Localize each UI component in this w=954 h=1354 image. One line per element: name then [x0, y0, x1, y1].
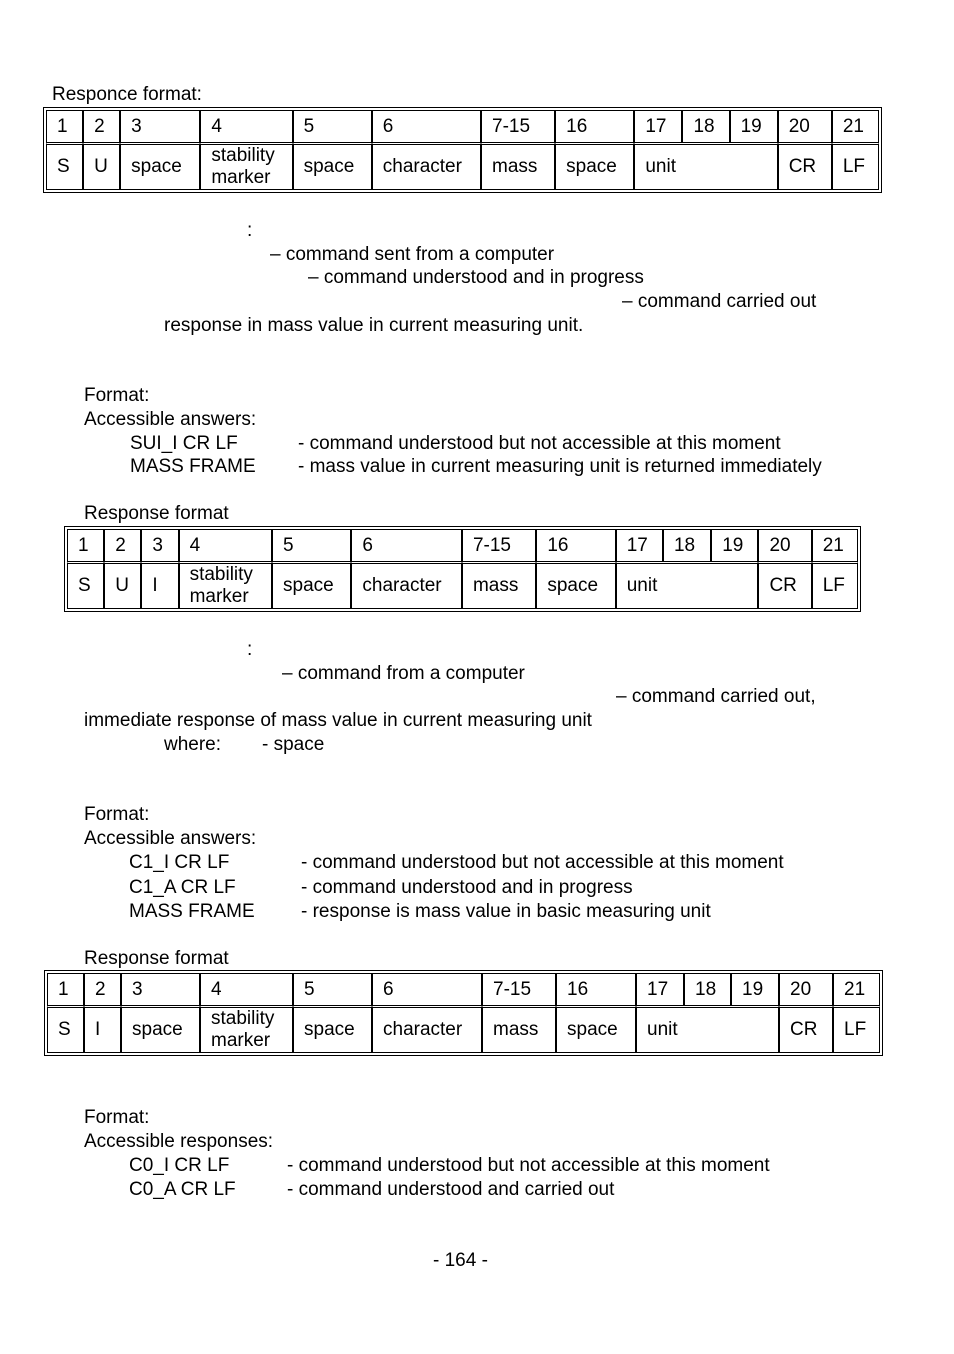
table-cell: CR: [779, 1005, 833, 1053]
table-cell: S: [46, 142, 83, 190]
format-label: Format:: [84, 385, 150, 406]
table-header-cell: 2: [83, 110, 120, 142]
table-cell: LF: [832, 142, 879, 190]
table-cell: stability marker: [179, 561, 272, 609]
table-cell: mass: [482, 1005, 556, 1053]
table-cell: space: [121, 1005, 200, 1053]
accessible-answers-label: Accessible answers:: [84, 409, 257, 430]
colon-text: :: [247, 220, 253, 241]
answer-text: - mass value in current measuring unit is returned immediately: [298, 456, 822, 477]
table-cell: space: [555, 142, 634, 190]
table-cell: unit: [636, 1005, 779, 1053]
accessible-responses-label: Accessible responses:: [84, 1131, 274, 1152]
table-cell: space: [556, 1005, 636, 1053]
response-format-table-2: [64, 526, 861, 612]
table-header-cell: 20: [779, 973, 833, 1005]
table-header-cell: 3: [141, 529, 178, 561]
response-format-table-3: [44, 970, 883, 1056]
response-format-heading: Responce format:: [52, 84, 202, 105]
table-cell: unit: [616, 561, 759, 609]
table-header-cell: 19: [730, 110, 778, 142]
colon-text: :: [247, 639, 253, 660]
table-cell: unit: [634, 142, 777, 190]
table-header-cell: 6: [372, 110, 481, 142]
response-text: - command understood but not accessible at this moment: [287, 1155, 770, 1176]
table-cell: I: [141, 561, 178, 609]
response-format-table-1: [43, 107, 882, 193]
table-cell: character: [372, 1005, 482, 1053]
table-header-cell: 6: [351, 529, 462, 561]
description-text: response in mass value in current measuring unit.: [164, 315, 584, 336]
table-header-cell: 2: [104, 529, 141, 561]
table-header-cell: 19: [711, 529, 758, 561]
accessible-answers-label: Accessible answers:: [84, 828, 257, 849]
table-cell: space: [293, 142, 372, 190]
answer-text: - command understood and in progress: [301, 877, 633, 898]
table-header-cell: 4: [179, 529, 272, 561]
table-cell: stability marker: [200, 142, 292, 190]
table-cell: I: [84, 1005, 121, 1053]
table-cell: character: [351, 561, 462, 609]
table-header-cell: 4: [200, 110, 292, 142]
table-cell: CR: [758, 561, 811, 609]
description-text: – command from a computer: [282, 663, 525, 684]
table-header-cell: 16: [556, 973, 636, 1005]
page-number: - 164 -: [433, 1250, 488, 1271]
answer-text: - response is mass value in basic measuring unit: [301, 901, 711, 922]
table-header-cell: 5: [293, 110, 372, 142]
where-label: where:: [164, 734, 222, 755]
table-cell: mass: [481, 142, 555, 190]
answer-code: SUI_I CR LF: [130, 433, 238, 454]
table-header-cell: 7-15: [482, 973, 556, 1005]
answer-text: - command understood but not accessible at this moment: [298, 433, 781, 454]
table-header-cell: 7-15: [462, 529, 536, 561]
table-header-cell: 16: [536, 529, 615, 561]
description-text: – command carried out,: [616, 686, 816, 707]
table-cell: U: [104, 561, 141, 609]
table-cell: stability marker: [200, 1005, 293, 1053]
table-header-cell: 18: [682, 110, 729, 142]
answer-code: C1_I CR LF: [129, 852, 230, 873]
table-cell: space: [293, 1005, 372, 1053]
table-header-cell: 7-15: [481, 110, 555, 142]
table-cell: space: [120, 142, 200, 190]
table-cell: mass: [462, 561, 536, 609]
table-cell: character: [372, 142, 481, 190]
table-header-cell: 5: [293, 973, 372, 1005]
table-header-cell: 3: [121, 973, 200, 1005]
table-header-cell: 5: [272, 529, 351, 561]
table-header-cell: 3: [120, 110, 200, 142]
description-text: – command carried out: [622, 291, 817, 312]
table-header-cell: 17: [636, 973, 684, 1005]
description-text: – command sent from a computer: [270, 244, 555, 265]
table-header-cell: 20: [778, 110, 832, 142]
table-cell: U: [83, 142, 120, 190]
table-header-cell: 21: [832, 110, 879, 142]
description-text: – command understood and in progress: [308, 267, 644, 288]
table-header-cell: 21: [812, 529, 858, 561]
table-header-cell: 2: [84, 973, 121, 1005]
answer-code: MASS FRAME: [129, 901, 255, 922]
table-header-cell: 4: [200, 973, 293, 1005]
answer-text: - command understood but not accessible at this moment: [301, 852, 784, 873]
response-format-heading: Response format: [84, 503, 229, 524]
table-header-cell: 17: [616, 529, 663, 561]
format-label: Format:: [84, 804, 150, 825]
table-cell: LF: [833, 1005, 880, 1053]
table-cell: CR: [778, 142, 832, 190]
format-label: Format:: [84, 1107, 150, 1128]
description-text: immediate response of mass value in current measuring unit: [84, 710, 592, 731]
table-cell: S: [47, 1005, 84, 1053]
table-cell: S: [67, 561, 104, 609]
table-header-cell: 18: [663, 529, 711, 561]
table-header-cell: 1: [46, 110, 83, 142]
response-format-heading: Response format: [84, 948, 229, 969]
where-text: - space: [262, 734, 325, 755]
answer-code: C1_A CR LF: [129, 877, 236, 898]
table-header-cell: 19: [731, 973, 779, 1005]
table-cell: space: [272, 561, 351, 609]
table-header-cell: 18: [684, 973, 731, 1005]
table-header-cell: 20: [758, 529, 811, 561]
table-cell: space: [536, 561, 615, 609]
response-code: C0_I CR LF: [129, 1155, 230, 1176]
answer-code: MASS FRAME: [130, 456, 256, 477]
table-header-cell: 21: [833, 973, 880, 1005]
table-header-cell: 1: [67, 529, 104, 561]
table-header-cell: 16: [555, 110, 634, 142]
table-header-cell: 6: [372, 973, 482, 1005]
table-cell: LF: [812, 561, 858, 609]
response-code: C0_A CR LF: [129, 1179, 236, 1200]
response-text: - command understood and carried out: [287, 1179, 615, 1200]
table-header-cell: 1: [47, 973, 84, 1005]
table-header-cell: 17: [634, 110, 682, 142]
